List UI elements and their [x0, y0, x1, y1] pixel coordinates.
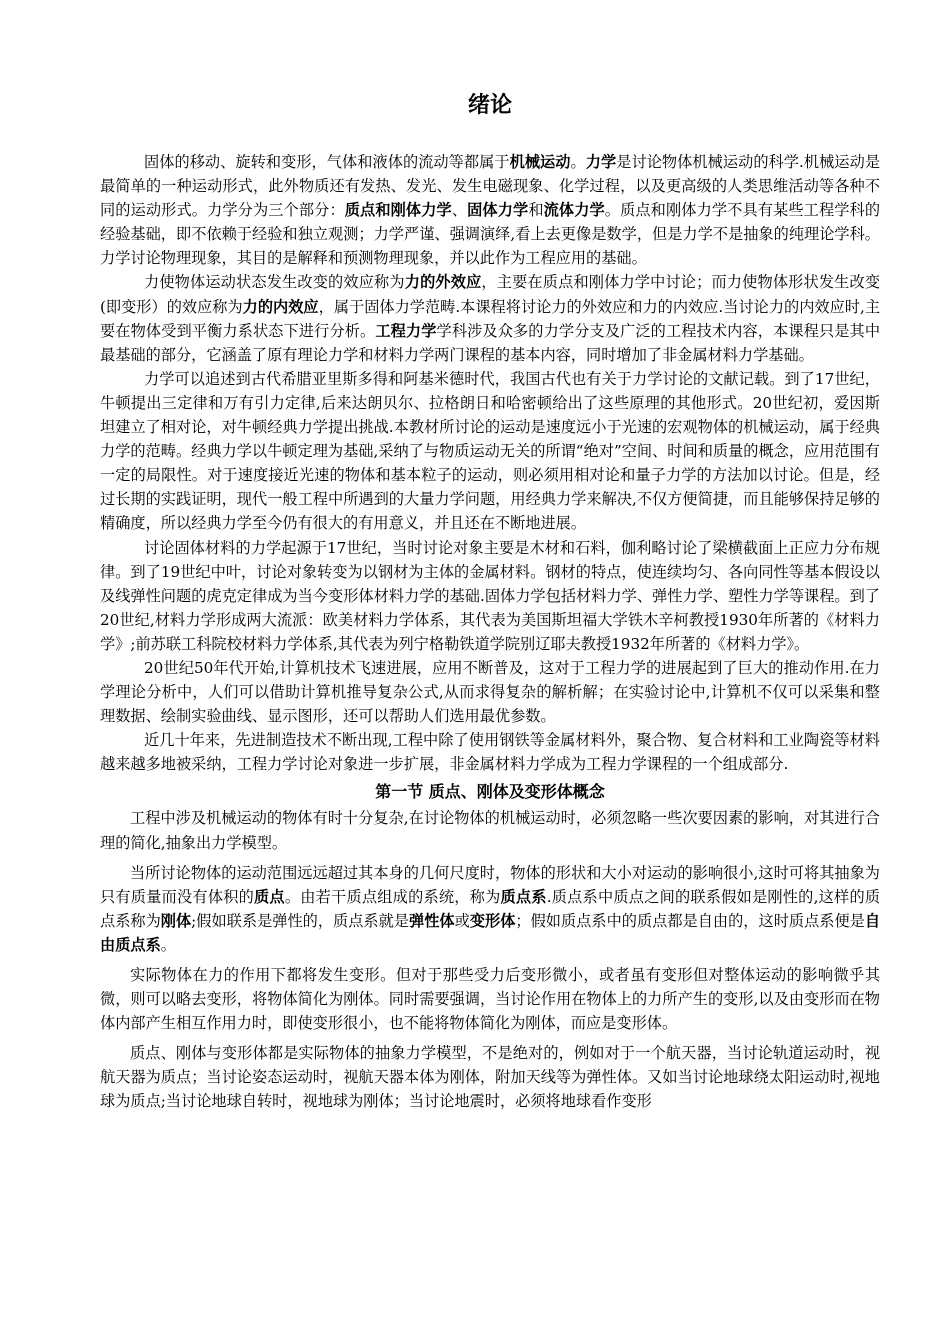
text-run: .质点系中质点之间的联系假如是刚性的,这样的质点系称为: [100, 887, 881, 930]
bold-term-deformable-body: 变形体: [469, 911, 516, 930]
text-run: ;假如联系是弹性的，质点系就是: [191, 911, 410, 930]
text-run: ；假如质点系中的质点都是自由的，这时质点系便是: [515, 911, 865, 930]
text-run: 。: [570, 153, 586, 171]
text-run: ，属于固体力学范畴.本课程将讨论力的外效应和力的内效应.当讨论力的内效应时,主要在物体受到平衡力系状态下进行分析。: [100, 297, 881, 340]
chapter-title: 绪论: [467, 93, 512, 118]
text-run: 力使物体运动状态发生改变的效应称为: [144, 273, 405, 292]
intro-paragraph-1: [100, 150, 880, 270]
intro-paragraph-4: 讨论固体材料的力学起源于17世纪，当时讨论对象主要是木材和石料，伽利略讨论了梁横截面上正应力分布规律。到了19世纪中叶，讨论对象转变为以钢材为主体的金属材料。钢材的特点，使连续均匀、各向同性等基本假设以及线弹性问题的虎克定律成为当今变形体材料力学的基础.固体力学包括材料力学、弹性力学、塑性力学等课程。到了20世纪,材料力学形成两大流派：欧美材料力学体系，其代表为美国斯坦福大学铁木辛柯教授1930年所著的《材料力学》;前苏联工科院校材料力学体系,其代表为列宁格勒铁道学院别辽耶夫教授1932年所著的《材料力学》。: [100, 538, 880, 653]
bold-term-solid-mechanics: 固体力学: [467, 201, 529, 220]
bold-term-particle-system: 质点系: [500, 887, 547, 906]
bold-term-particle: 质点: [254, 887, 285, 906]
bold-term-mechanics: 力学: [585, 153, 617, 171]
document-page: [100, 86, 880, 1114]
section-paragraph-3: 实际物体在力的作用下都将发生变形。但对于那些受力后变形微小，或者虽有变形但对整体运动的影响微乎其微，则可以略去变形，将物体简化为刚体。同时需要强调，当讨论作用在物体上的力所产生的变形,以及由变形而在物体内部产生相互作用力时，即使变形很小，也不能将物体简化为刚体，而应是变形体。: [100, 966, 880, 1033]
bold-term-free-particle-system: 自由质点系: [100, 911, 881, 954]
section-title: 第一节 质点、刚体及变形体概念: [375, 782, 605, 802]
bold-term-internal-effect: 力的内效应: [242, 297, 319, 316]
bold-term-fluid-mechanics: 流体力学: [543, 201, 605, 220]
text-run: 是讨论物体机械运动的科学.机械运动是最简单的一种运动形式，此外物质还有发热、发光、发生电磁现象、化学过程，以及更高级的人类思维活动等各种不同的运动形式。力学分为三个部分：: [100, 153, 881, 220]
text-run: 固体的移动、旋转和变形，气体和液体的流动等都属于: [144, 153, 510, 171]
intro-paragraph-6: 近几十年来，先进制造技术不断出现,工程中除了使用钢铁等金属材料外，聚合物、复合材料和工业陶瓷等材料越来越多地被采纳，工程力学讨论对象进一步扩展，非金属材料力学成为工程力学课程的一个组成部分.: [100, 731, 880, 774]
text-run: 、: [451, 201, 468, 220]
bold-term-mechanical-motion: 机械运动: [509, 153, 571, 171]
bold-term-rigid-body: 刚体: [160, 911, 192, 930]
bold-term-elastic-body: 弹性体: [409, 911, 455, 930]
section-paragraph-2: [100, 861, 880, 957]
section-paragraph-1: 工程中涉及机械运动的物体有时十分复杂,在讨论物体的机械运动时，必须忽略一些次要因素的影响，对其进行合理的简化,抽象出力学模型。: [100, 809, 880, 852]
intro-paragraph-2: [100, 270, 880, 366]
bold-term-external-effect: 力的外效应: [404, 273, 482, 292]
text-run: 和: [528, 201, 544, 220]
text-run: 或: [454, 911, 470, 930]
text-run: 学科涉及众多的力学分支及广泛的工程技术内容，本课程只是其中最基础的部分，它涵盖了原有理论力学和材料力学两门课程的基本内容，同时增加了非金属材料力学基础。: [100, 321, 881, 364]
text-run: 。: [160, 935, 176, 954]
text-run: 当所讨论物体的运动范围远远超过其本身的几何尺度时，物体的形状和大小对运动的影响很小,这时可将其抽象为只有质量而没有体积的: [100, 863, 880, 906]
text-run: 。质点和刚体力学不具有某些工程学科的经验基础，即不依赖于经验和独立观测；力学严谨、强调演绎,看上去更像是数学，但是力学不是抽象的纯理论学科。力学讨论物理现象，其目的是解释和预测物理现象，并以此作为工程应用的基础。: [100, 201, 881, 268]
intro-paragraph-5: 20世纪50年代开始,计算机技术飞速进展，应用不断普及，这对于工程力学的进展起到了巨大的推动作用.在力学理论分析中，人们可以借助计算机推导复杂公式,从而求得复杂的解析解；在实验讨论中,计算机不仅可以采集和整理数据、绘制实验曲线、显示图形，还可以帮助人们选用最优参数。: [100, 658, 880, 726]
text-run: 。由若干质点组成的系统，称为: [284, 887, 501, 906]
bold-term-particle-rigid-mechanics: 质点和刚体力学: [344, 201, 452, 220]
text-run: ，主要在质点和刚体力学中讨论；而力使物体形状发生改变(即变形）的效应称为: [100, 273, 881, 316]
intro-paragraph-3: 力学可以追述到古代希腊亚里斯多得和阿基米德时代，我国古代也有关于力学讨论的文献记载。到了17世纪，牛顿提出三定律和万有引力定律,后来达朗贝尔、拉格朗日和哈密顿给出了这些原理的其他形式。20世纪初，爱因斯坦建立了相对论，对牛顿经典力学提出挑战.本教材所讨论的运动是速度远小于光速的宏观物体的机械运动，属于经典力学的范畴。经典力学以牛顿定理为基础,采纳了与物质运动无关的所谓“绝对”空间、时间和质量的概念，应用范围有一定的局限性。对于速度接近光速的物体和基本粒子的运动，则必须用相对论和量子力学的方法加以讨论。但是，经过长期的实践证明，现代一般工程中所遇到的大量力学问题，用经典力学来解决,不仅方便简捷，而且能够保持足够的精确度，所以经典力学至今仍有很大的有用意义，并且还在不断地进展。: [100, 369, 880, 533]
section-paragraph-4: 质点、刚体与变形体都是实际物体的抽象力学模型，不是绝对的，例如对于一个航天器，当讨论轨道运动时，视航天器为质点；当讨论姿态运动时，视航天器本体为刚体，附加天线等为弹性体。又如当讨论地球绕太阳运动时,视地球为质点;当讨论地球自转时，视地球为刚体；当讨论地震时，必须将地球看作变形: [100, 1044, 880, 1111]
bold-term-engineering-mechanics: 工程力学: [375, 321, 437, 340]
